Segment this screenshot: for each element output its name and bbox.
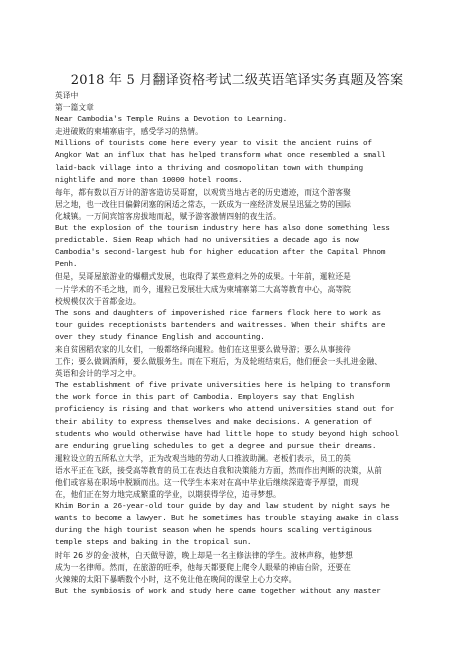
english-line: predictable. Siem Reap which had no universities a decade ago is now [55,237,359,246]
chinese-line: 一片学术的不毛之地，而今，暹粒已发展壮大成为柬埔寨第二大高等教育中心，高等院 [55,284,351,294]
chinese-line: 在，他们正在努力地完成繁重的学业，以期获得学位，追寻梦想。 [55,490,281,500]
document-body [55,90,421,598]
chinese-line: 暹粒设立的五所私立大学，正为改观当地的劳动人口推波助澜。老板们表示，员工的英 [55,453,351,463]
english-line: Millions of tourists come here every year to visit the ancient ruins of [55,140,372,149]
chinese-line: 每年，都有数以百万计的游客造访吴哥窟，以观赏当地古老的历史遗迹，而这个游客聚 [55,187,351,197]
section-label: 英译中 [55,91,79,100]
english-line: The establishment of five private universities here is helping to transform [55,382,390,391]
english-line: laid-back village into a thriving and cosmopolitan town with thumping [55,164,363,173]
english-line: proficiency is rising and that workers who attend universities stand out for [55,406,395,415]
chinese-line: 但是，吴哥屋旅游业的爆棚式发展，也取得了某些意料之外的成果。十年前，暹粒还是 [55,272,351,282]
paragraph-block [55,501,421,586]
english-line: The sons and daughters of impoverished rice farmers flock here to work as [55,309,381,318]
chinese-line: 校规模仅次于首都金边。 [55,296,141,306]
english-line: Khim Borin a 26-year-old tour guide by day and law student by night says he [55,503,390,512]
chinese-line: 语水平正在飞跃，接受高等教育的员工在表达自我和决策能力方面，然而作出判断的决策，从前 [55,465,383,475]
paragraph-block [55,380,421,501]
article-label: 第一篇文章 [55,103,94,113]
chinese-line: 他们或容易在职场中脱颖而出。这一代学生本来对在高中毕业后继续深造寄予厚望，而现 [55,478,359,487]
paragraph-block [55,308,421,381]
english-line: Penh. [55,261,78,270]
english-line: over they study finance English and accounting. [55,333,265,342]
paragraph-block [55,138,421,223]
english-line: Cambodia's second-largest hub for higher education after the Capital Phnom [55,249,386,258]
paragraph-list [55,138,421,598]
english-line: temple steps and baking in the tropical sun. [55,539,252,548]
english-line: tour guides receptionists bartenders and waitresses. When their shifts are [55,321,386,330]
english-line: wants to become a lawyer. But he sometimes has trouble staying awake in class [55,515,399,524]
paragraph-block [55,223,421,308]
english-line: during the high tourist season when he spends hours scaling vertiginous [55,527,372,536]
english-line: their ability to express themselves and make decisions. A generation of [55,418,372,427]
english-line: students who would otherwise have had little hope to study beyond high school [55,430,399,439]
english-line: nightlife and more than 10000 hotel rooms. [55,176,243,185]
chinese-line: 时年 26 岁的金·波林，白天做导游，晚上却是一名主修法律的学生。波林声称，他梦想 [55,550,353,560]
chinese-line: 成为一名律师。然而，在旅游的旺季，他每天都要爬上爬令人眼晕的神庙台阶，还要在 [55,562,351,572]
chinese-line: 化城镇。一万间宾馆客房拔地而起，赋予游客激情四射的夜生活。 [55,211,281,221]
english-line: Angkor Wat an influx that has helped transform what once resembled a small [55,152,386,161]
chinese-line: 火辣辣的太阳下暴晒数个小时，这不免让他在晚间的课堂上心力交瘁。 [55,574,297,584]
english-line: But the explosion of the tourism industry here has also done something less [55,225,390,234]
chinese-line: 英语和会计的学习之中。 [55,369,141,379]
paragraph-block [55,586,421,598]
chinese-line: 居之地，也一改往日偏僻闭塞的闲适之常态，一跃成为一座经济发展呈迅猛之势的国际 [55,199,351,209]
chinese-line: 来自贫困稻农家的儿女们，一般都络绎向暹粒。他们在这里要么做导游；要么从事接待 [55,344,351,354]
article-heading-zh: 走进破败的柬埔寨庙宇，感受学习的热情。 [55,127,203,137]
english-line: are enduring grueling schedules to get a degree and pursue their dreams. [55,442,377,451]
english-line: But the symbiosis of work and study here came together without any master [55,587,381,596]
english-line: the work force in this part of Cambodia. Employers say that English [55,394,355,403]
article-heading-en: Near Cambodia's Temple Ruins a Devotion to Learning. [55,116,288,125]
chinese-line: 工作；要么做调酒师，要么做服务生。而在下班后，为及轮班结束后，他们便会一头扎进金融、 [55,357,383,367]
page-title: 2018 年 5 月翻译资格考试二级英语笔译实务真题及答案 [70,73,404,88]
